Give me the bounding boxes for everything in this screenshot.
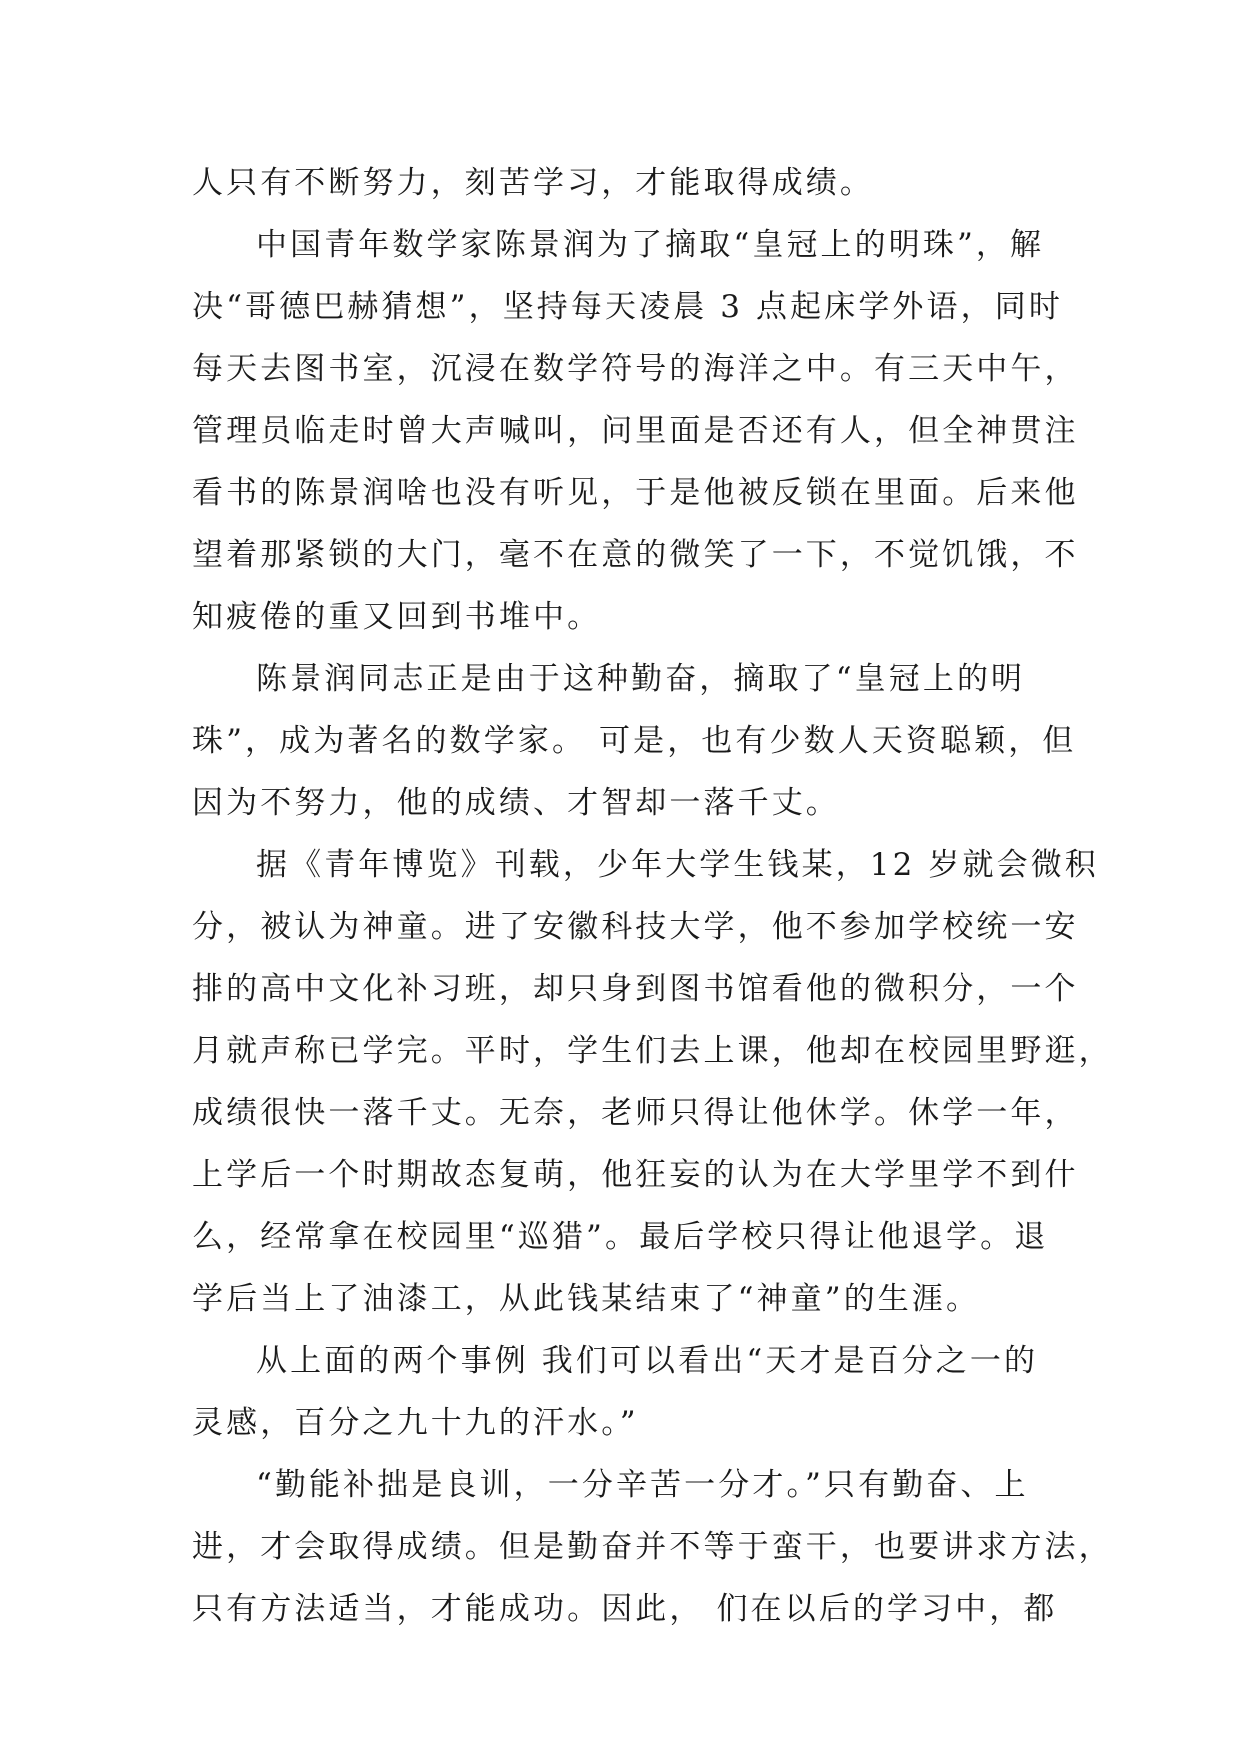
paragraph-start-line: 从上面的两个事例 我们可以看出“天才是百分之一的	[256, 1343, 1039, 1379]
paragraph-start-line: 中国青年数学家陈景润为了摘取“皇冠上的明珠”，解	[256, 227, 1045, 263]
text-line: 管理员临走时曾大声喊叫，问里面是否还有人，但全神贯注	[192, 413, 1079, 449]
text-line: 灵感，百分之九十九的汗水。”	[192, 1405, 639, 1441]
text-line: 看书的陈景润啥也没有听见，于是他被反锁在里面。后来他	[192, 475, 1079, 511]
paragraph-start-line: 据《青年博览》刊载，少年大学生钱某，12 岁就会微积	[256, 847, 1099, 883]
text-line: 决“哥德巴赫猜想”，坚持每天凌晨 3 点起床学外语，同时	[192, 289, 1063, 325]
paragraph-start-line: “勤能补拙是良训，一分辛苦一分才。”只有勤奋、上	[256, 1467, 1029, 1503]
text-line: 只有方法适当，才能成功。因此， 们在以后的学习中，都	[192, 1591, 1058, 1627]
text-line: 进，才会取得成绩。但是勤奋并不等于蛮干，也要讲求方法，	[192, 1529, 1113, 1565]
text-line: 排的高中文化补习班，却只身到图书馆看他的微积分，一个	[192, 971, 1079, 1007]
paragraph-start-line: 陈景润同志正是由于这种勤奋，摘取了“皇冠上的明	[256, 661, 1026, 697]
text-line: 上学后一个时期故态复萌，他狂妄的认为在大学里学不到什	[192, 1157, 1079, 1193]
text-line: 知疲倦的重又回到书堆中。	[192, 599, 602, 635]
text-line: 因为不努力，他的成绩、才智却一落千丈。	[192, 785, 840, 821]
text-line: 月就声称已学完。平时，学生们去上课，他却在校园里野逛，	[192, 1033, 1113, 1069]
text-line: 么，经常拿在校园里“巡猎”。最后学校只得让他退学。退	[192, 1219, 1049, 1255]
text-line: 成绩很快一落千丈。无奈，老师只得让他休学。休学一年，	[192, 1095, 1079, 1131]
text-line: 望着那紧锁的大门，毫不在意的微笑了一下，不觉饥饿，不	[192, 537, 1079, 573]
text-line: 学后当上了油漆工，从此钱某结束了“神童”的生涯。	[192, 1281, 981, 1317]
text-line: 每天去图书室，沉浸在数学符号的海洋之中。有三天中午，	[192, 351, 1079, 387]
text-line: 珠”，成为著名的数学家。 可是，也有少数人天资聪颖，但	[192, 723, 1077, 759]
text-line: 分，被认为神童。进了安徽科技大学，他不参加学校统一安	[192, 909, 1079, 945]
text-line: 人只有不断努力，刻苦学习，才能取得成绩。	[192, 165, 874, 201]
